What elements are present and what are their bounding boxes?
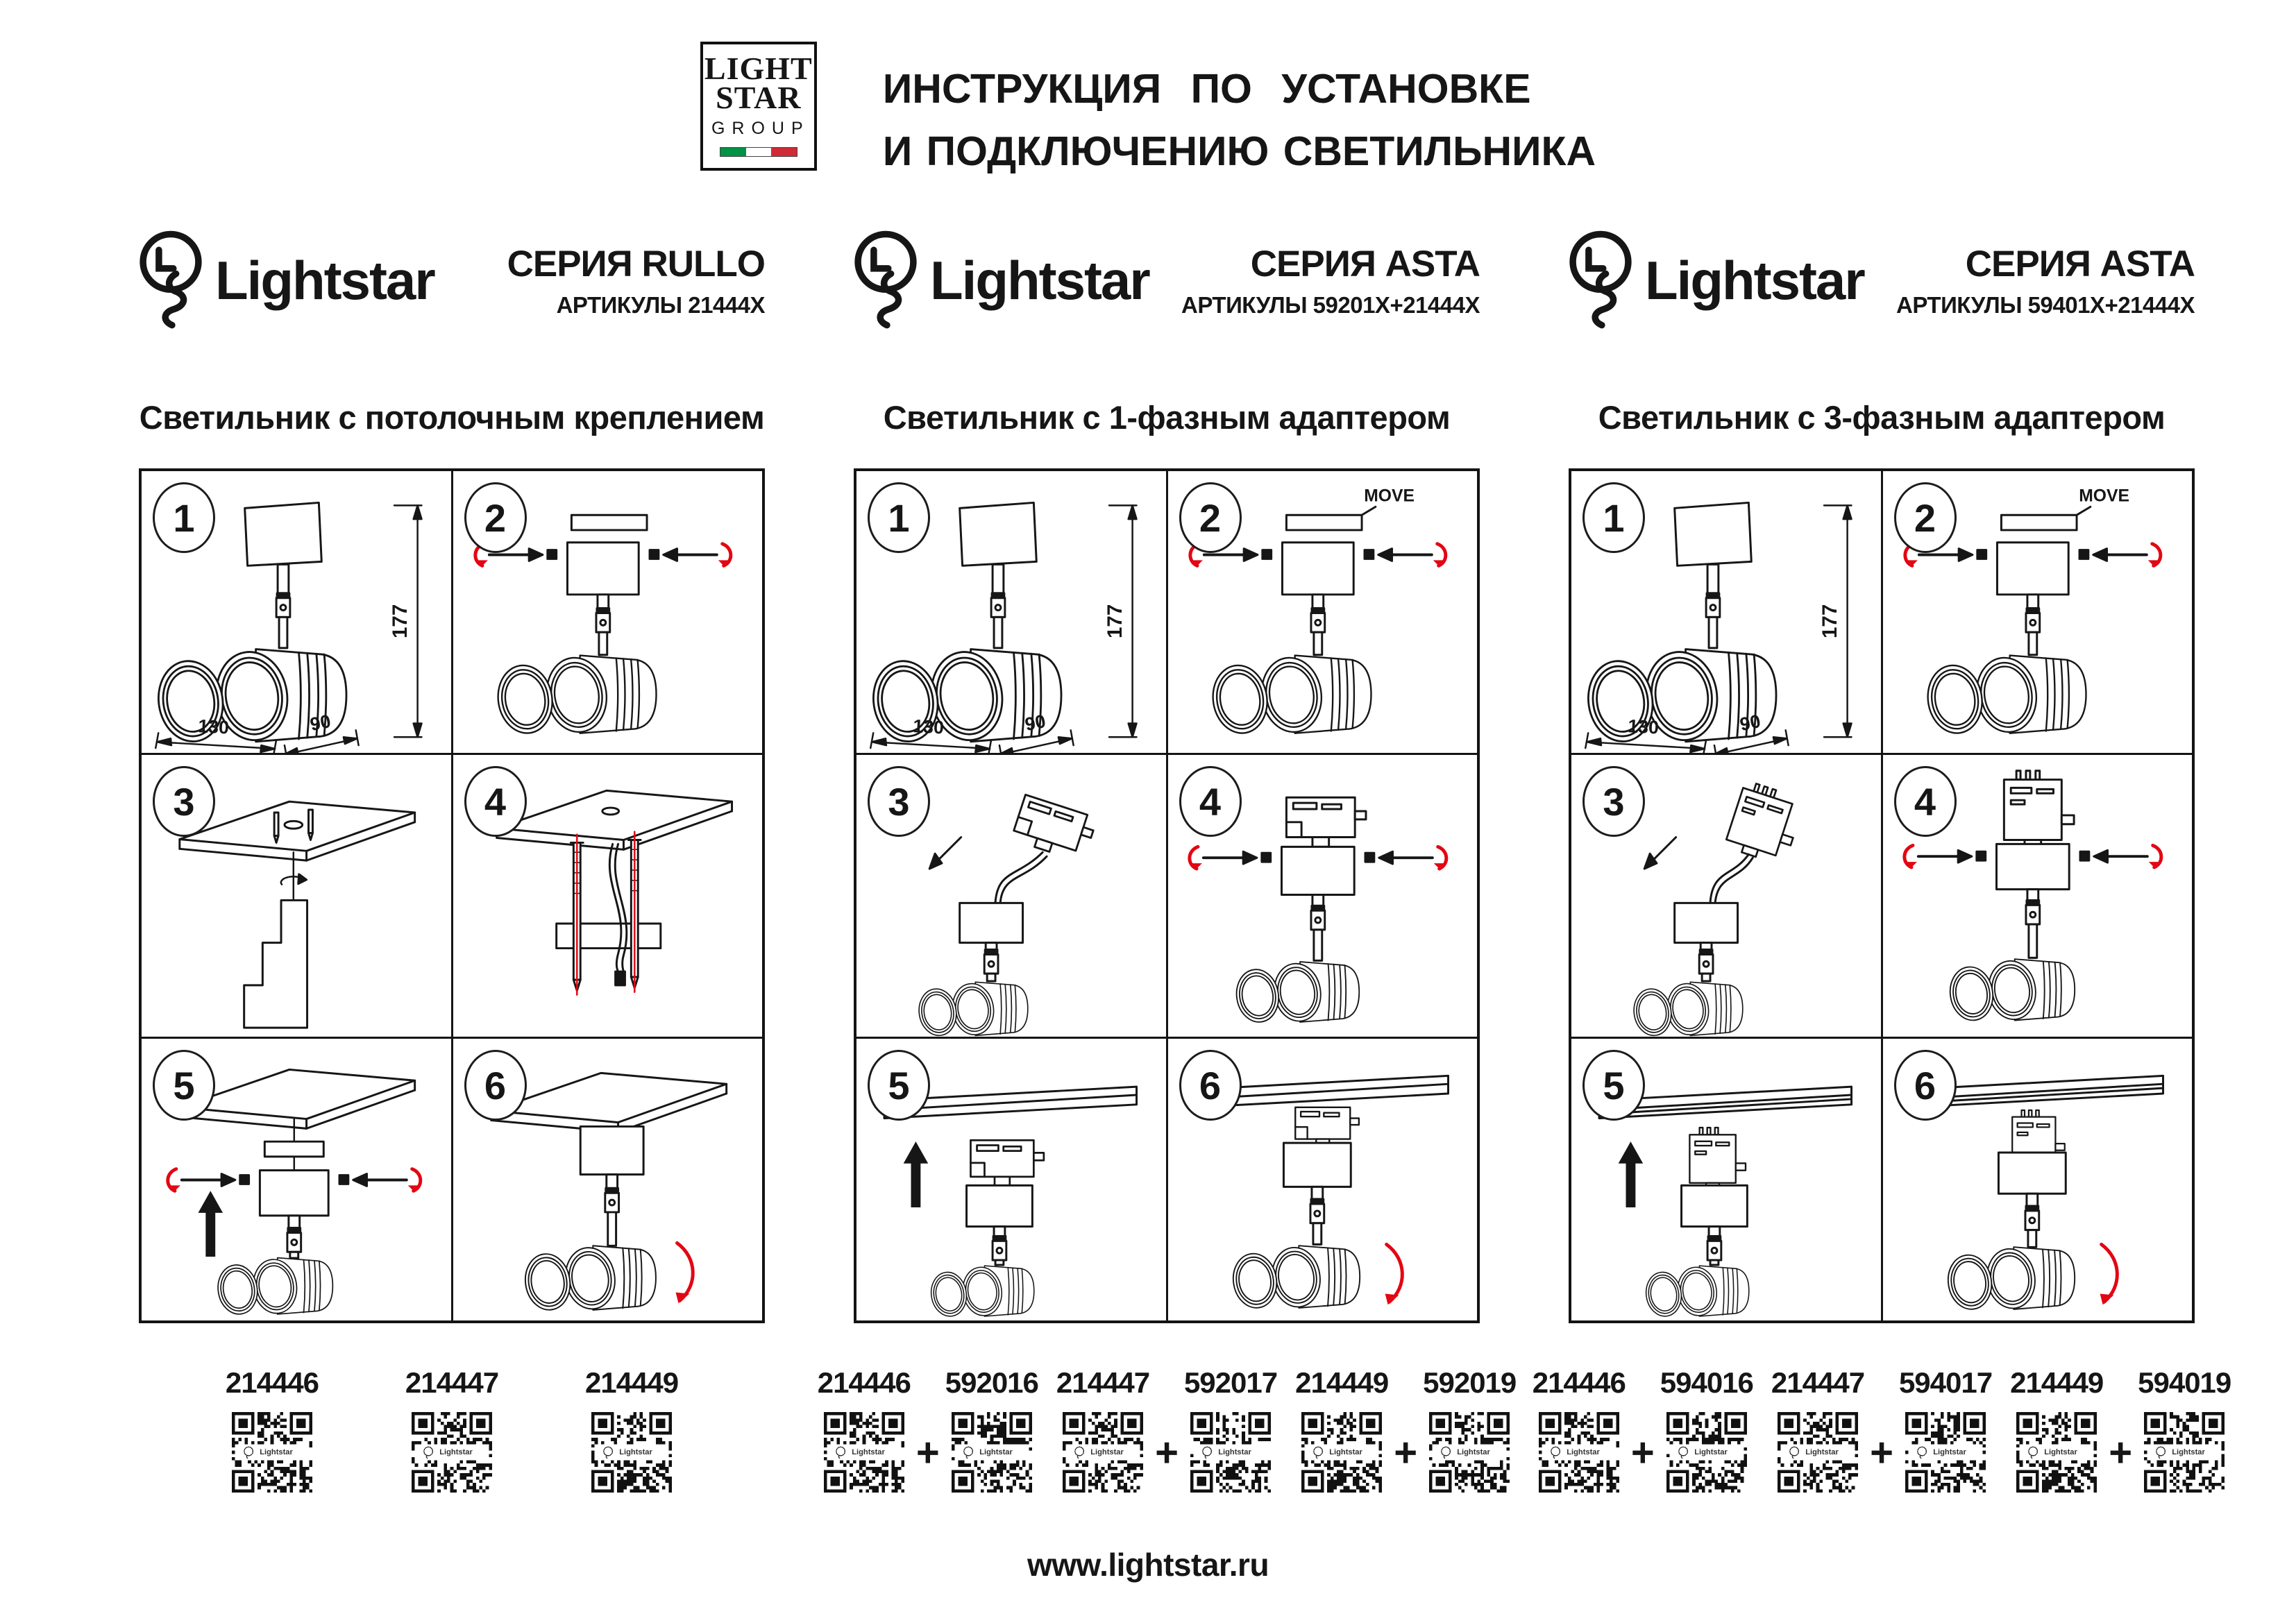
series-articles: АРТИКУЛЫ 59401X+21444X — [1896, 292, 2195, 318]
column-subtitle: Светильник с потолочным креплением — [139, 399, 765, 436]
qr-row — [139, 1366, 765, 1530]
product-qr — [818, 1366, 911, 1493]
product-qr — [1056, 1366, 1149, 1493]
qr-code — [2016, 1412, 2097, 1493]
svg-text:90: 90 — [1738, 711, 1763, 736]
product-qr — [1295, 1366, 1388, 1493]
lightstar-bulb-icon — [1569, 228, 1632, 333]
product-pair — [1056, 1366, 1277, 1530]
qr-code — [1666, 1412, 1747, 1493]
svg-text:Lightstar: Lightstar — [1090, 1447, 1124, 1456]
page-title — [883, 42, 1596, 175]
step-number: 1 — [888, 495, 910, 540]
product-code: 594017 — [1898, 1366, 1993, 1399]
column-subtitle: Светильник с 3-фазным адаптером — [1598, 399, 2166, 436]
step-number-badge — [868, 482, 930, 553]
qr-row — [1532, 1366, 2231, 1530]
product-qr — [405, 1366, 498, 1530]
product-pair — [818, 1366, 1038, 1530]
step-number-badge — [464, 1050, 527, 1121]
steps-grid — [1569, 468, 2195, 1323]
columns-container — [139, 228, 2231, 1530]
product-code: 214446 — [817, 1366, 911, 1399]
product-pair — [2010, 1366, 2231, 1530]
svg-text:Lightstar: Lightstar — [1933, 1447, 1966, 1456]
product-code: 214449 — [584, 1366, 679, 1399]
plus-sign: + — [1630, 1430, 1655, 1475]
step-number: 4 — [1914, 779, 1936, 824]
column-header — [854, 228, 1480, 337]
svg-text:130: 130 — [1627, 715, 1660, 738]
plus-sign: + — [2109, 1430, 2133, 1475]
product-column — [817, 228, 1517, 1530]
qr-code — [1539, 1412, 1619, 1493]
lightstar-bulb-icon — [139, 228, 203, 333]
step-cell — [1571, 755, 1881, 1037]
svg-text:Lightstar: Lightstar — [979, 1447, 1013, 1456]
lightstar-brand — [854, 228, 1149, 333]
step-number-badge — [1582, 1050, 1645, 1121]
step-cell — [1883, 755, 2193, 1037]
column-header — [139, 228, 765, 337]
page-header — [0, 42, 2296, 175]
column-header — [1569, 228, 2195, 337]
qr-code — [1063, 1412, 1143, 1493]
step-number: 1 — [173, 495, 195, 540]
svg-text:MOVE: MOVE — [1363, 486, 1415, 506]
svg-text:MOVE: MOVE — [2078, 486, 2129, 506]
step-number: 1 — [1603, 495, 1625, 540]
step-cell — [1168, 755, 1478, 1037]
product-code: 594019 — [2138, 1366, 2231, 1399]
qr-code — [1301, 1412, 1382, 1493]
qr-code — [1778, 1412, 1858, 1493]
step-number: 2 — [484, 495, 507, 540]
step-number: 4 — [1199, 779, 1222, 824]
step-cell — [453, 755, 763, 1037]
product-qr — [2138, 1366, 2231, 1493]
plus-sign: + — [1155, 1430, 1179, 1475]
svg-text:Lightstar: Lightstar — [1457, 1447, 1491, 1456]
product-qr — [2010, 1366, 2103, 1493]
step-cell — [1883, 1039, 2193, 1320]
product-code: 592019 — [1423, 1366, 1517, 1399]
product-code: 214449 — [2010, 1366, 2104, 1399]
step-cell — [1883, 471, 2193, 753]
title-line-1: ИНСТРУКЦИЯ ПО УСТАНОВКЕ — [882, 66, 1531, 112]
step-cell — [142, 755, 451, 1037]
step-number: 5 — [173, 1063, 195, 1107]
lightstar-bulb-icon — [854, 228, 918, 333]
lightstar-brand — [1569, 228, 1864, 333]
brand-wordmark: Lightstar — [930, 249, 1149, 311]
svg-text:Lightstar: Lightstar — [439, 1447, 473, 1456]
step-number: 3 — [173, 779, 195, 824]
product-qr — [226, 1366, 319, 1530]
product-code: 214447 — [405, 1366, 499, 1399]
svg-text:130: 130 — [197, 715, 230, 738]
step-number-badge — [1582, 482, 1645, 553]
step-number: 4 — [484, 779, 507, 824]
svg-text:90: 90 — [1023, 711, 1048, 736]
step-cell — [856, 1039, 1166, 1320]
steps-grid — [139, 468, 765, 1323]
qr-code — [952, 1412, 1032, 1493]
product-qr — [1660, 1366, 1753, 1493]
product-pair — [1771, 1366, 1992, 1530]
step-cell — [453, 471, 763, 753]
qr-code — [824, 1412, 904, 1493]
step-number: 6 — [1914, 1063, 1936, 1107]
product-code: 214449 — [1295, 1366, 1389, 1399]
product-code: 214446 — [225, 1366, 319, 1399]
lightstar-brand — [139, 228, 434, 333]
footer-url: www.lightstar.ru — [1027, 1547, 1269, 1583]
step-number-badge — [1894, 766, 1957, 837]
product-qr — [1533, 1366, 1626, 1493]
plus-sign: + — [915, 1430, 940, 1475]
step-cell — [142, 1039, 451, 1320]
product-qr — [1184, 1366, 1277, 1493]
product-column — [1532, 228, 2231, 1530]
step-number-badge — [1179, 482, 1242, 553]
step-number: 6 — [1199, 1063, 1222, 1107]
product-code: 594016 — [1660, 1366, 1753, 1399]
step-number: 6 — [484, 1063, 507, 1107]
svg-text:Lightstar: Lightstar — [2172, 1447, 2206, 1456]
step-number-badge — [464, 482, 527, 553]
svg-text:Lightstar: Lightstar — [1567, 1447, 1600, 1456]
italian-flag-icon — [720, 147, 797, 157]
step-cell — [1168, 471, 1478, 753]
step-number-badge — [153, 482, 215, 553]
series-block — [1896, 228, 2195, 318]
series-articles: АРТИКУЛЫ 21444X — [556, 292, 765, 318]
svg-text:Lightstar: Lightstar — [260, 1447, 293, 1456]
series-name: СЕРИЯ ASTA — [1965, 244, 2195, 284]
step-cell — [453, 1039, 763, 1320]
step-number-badge — [1582, 766, 1645, 837]
step-cell — [1571, 1039, 1881, 1320]
svg-text:Lightstar: Lightstar — [852, 1447, 885, 1456]
step-number-badge — [1179, 766, 1242, 837]
step-number-badge — [1894, 482, 1957, 553]
step-number-badge — [464, 766, 527, 837]
column-subtitle: Светильник с 1-фазным адаптером — [883, 399, 1451, 436]
product-column — [139, 228, 765, 1530]
brand-wordmark: Lightstar — [1645, 249, 1864, 311]
series-articles: АРТИКУЛЫ 59201X+21444X — [1181, 292, 1480, 318]
step-cell — [142, 471, 451, 753]
steps-grid — [854, 468, 1480, 1323]
step-number-badge — [868, 766, 930, 837]
product-qr — [1771, 1366, 1864, 1493]
step-number: 3 — [1603, 779, 1625, 824]
qr-code — [2144, 1412, 2225, 1493]
step-cell — [856, 471, 1166, 753]
svg-text:177: 177 — [1818, 604, 1841, 639]
series-name: СЕРИЯ ASTA — [1250, 244, 1480, 284]
product-qr — [945, 1366, 1038, 1493]
svg-text:Lightstar: Lightstar — [2044, 1447, 2078, 1456]
qr-code — [1429, 1412, 1510, 1493]
product-qr — [1899, 1366, 1992, 1493]
title-line-2: И ПОДКЛЮЧЕНИЮ СВЕТИЛЬНИКА — [882, 128, 1596, 174]
logo-line: LIGHT — [704, 51, 813, 86]
qr-code — [1905, 1412, 1986, 1493]
lightstar-group-logo — [700, 42, 817, 171]
series-name: СЕРИЯ RULLO — [507, 244, 765, 284]
step-number-badge — [153, 1050, 215, 1121]
svg-text:Lightstar: Lightstar — [1218, 1447, 1251, 1456]
qr-code — [591, 1412, 672, 1493]
step-number: 5 — [1603, 1063, 1625, 1107]
step-number: 5 — [888, 1063, 910, 1107]
product-qr — [585, 1366, 678, 1530]
product-code: 214447 — [1056, 1366, 1150, 1399]
qr-code — [412, 1412, 492, 1493]
logo-line: GROUP — [711, 118, 810, 138]
qr-code — [1190, 1412, 1271, 1493]
step-number: 3 — [888, 779, 910, 824]
series-block — [1181, 228, 1480, 318]
qr-row — [817, 1366, 1517, 1530]
qr-code — [232, 1412, 312, 1493]
product-pair — [1295, 1366, 1516, 1530]
svg-text:177: 177 — [1103, 604, 1126, 639]
svg-text:Lightstar: Lightstar — [1805, 1447, 1839, 1456]
step-number-badge — [868, 1050, 930, 1121]
step-number-badge — [1179, 1050, 1242, 1121]
plus-sign: + — [1394, 1430, 1418, 1475]
svg-text:Lightstar: Lightstar — [1694, 1447, 1728, 1456]
logo-line: STAR — [716, 80, 802, 116]
brand-wordmark: Lightstar — [215, 249, 434, 311]
product-code: 214446 — [1532, 1366, 1626, 1399]
step-cell — [856, 755, 1166, 1037]
step-number-badge — [1894, 1050, 1957, 1121]
product-code: 592016 — [945, 1366, 1038, 1399]
svg-text:177: 177 — [388, 604, 412, 639]
step-cell — [1571, 471, 1881, 753]
product-pair — [1533, 1366, 1753, 1530]
series-block — [507, 228, 765, 318]
svg-text:130: 130 — [912, 715, 945, 738]
plus-sign: + — [1870, 1430, 1893, 1475]
product-code: 592017 — [1183, 1366, 1278, 1399]
step-cell — [1168, 1039, 1478, 1320]
product-code: 214447 — [1771, 1366, 1865, 1399]
svg-text:Lightstar: Lightstar — [1329, 1447, 1363, 1456]
svg-text:90: 90 — [308, 711, 333, 736]
step-number-badge — [153, 766, 215, 837]
svg-text:Lightstar: Lightstar — [619, 1447, 652, 1456]
step-number: 2 — [1199, 495, 1222, 540]
step-number: 2 — [1914, 495, 1936, 540]
product-qr — [1423, 1366, 1516, 1493]
